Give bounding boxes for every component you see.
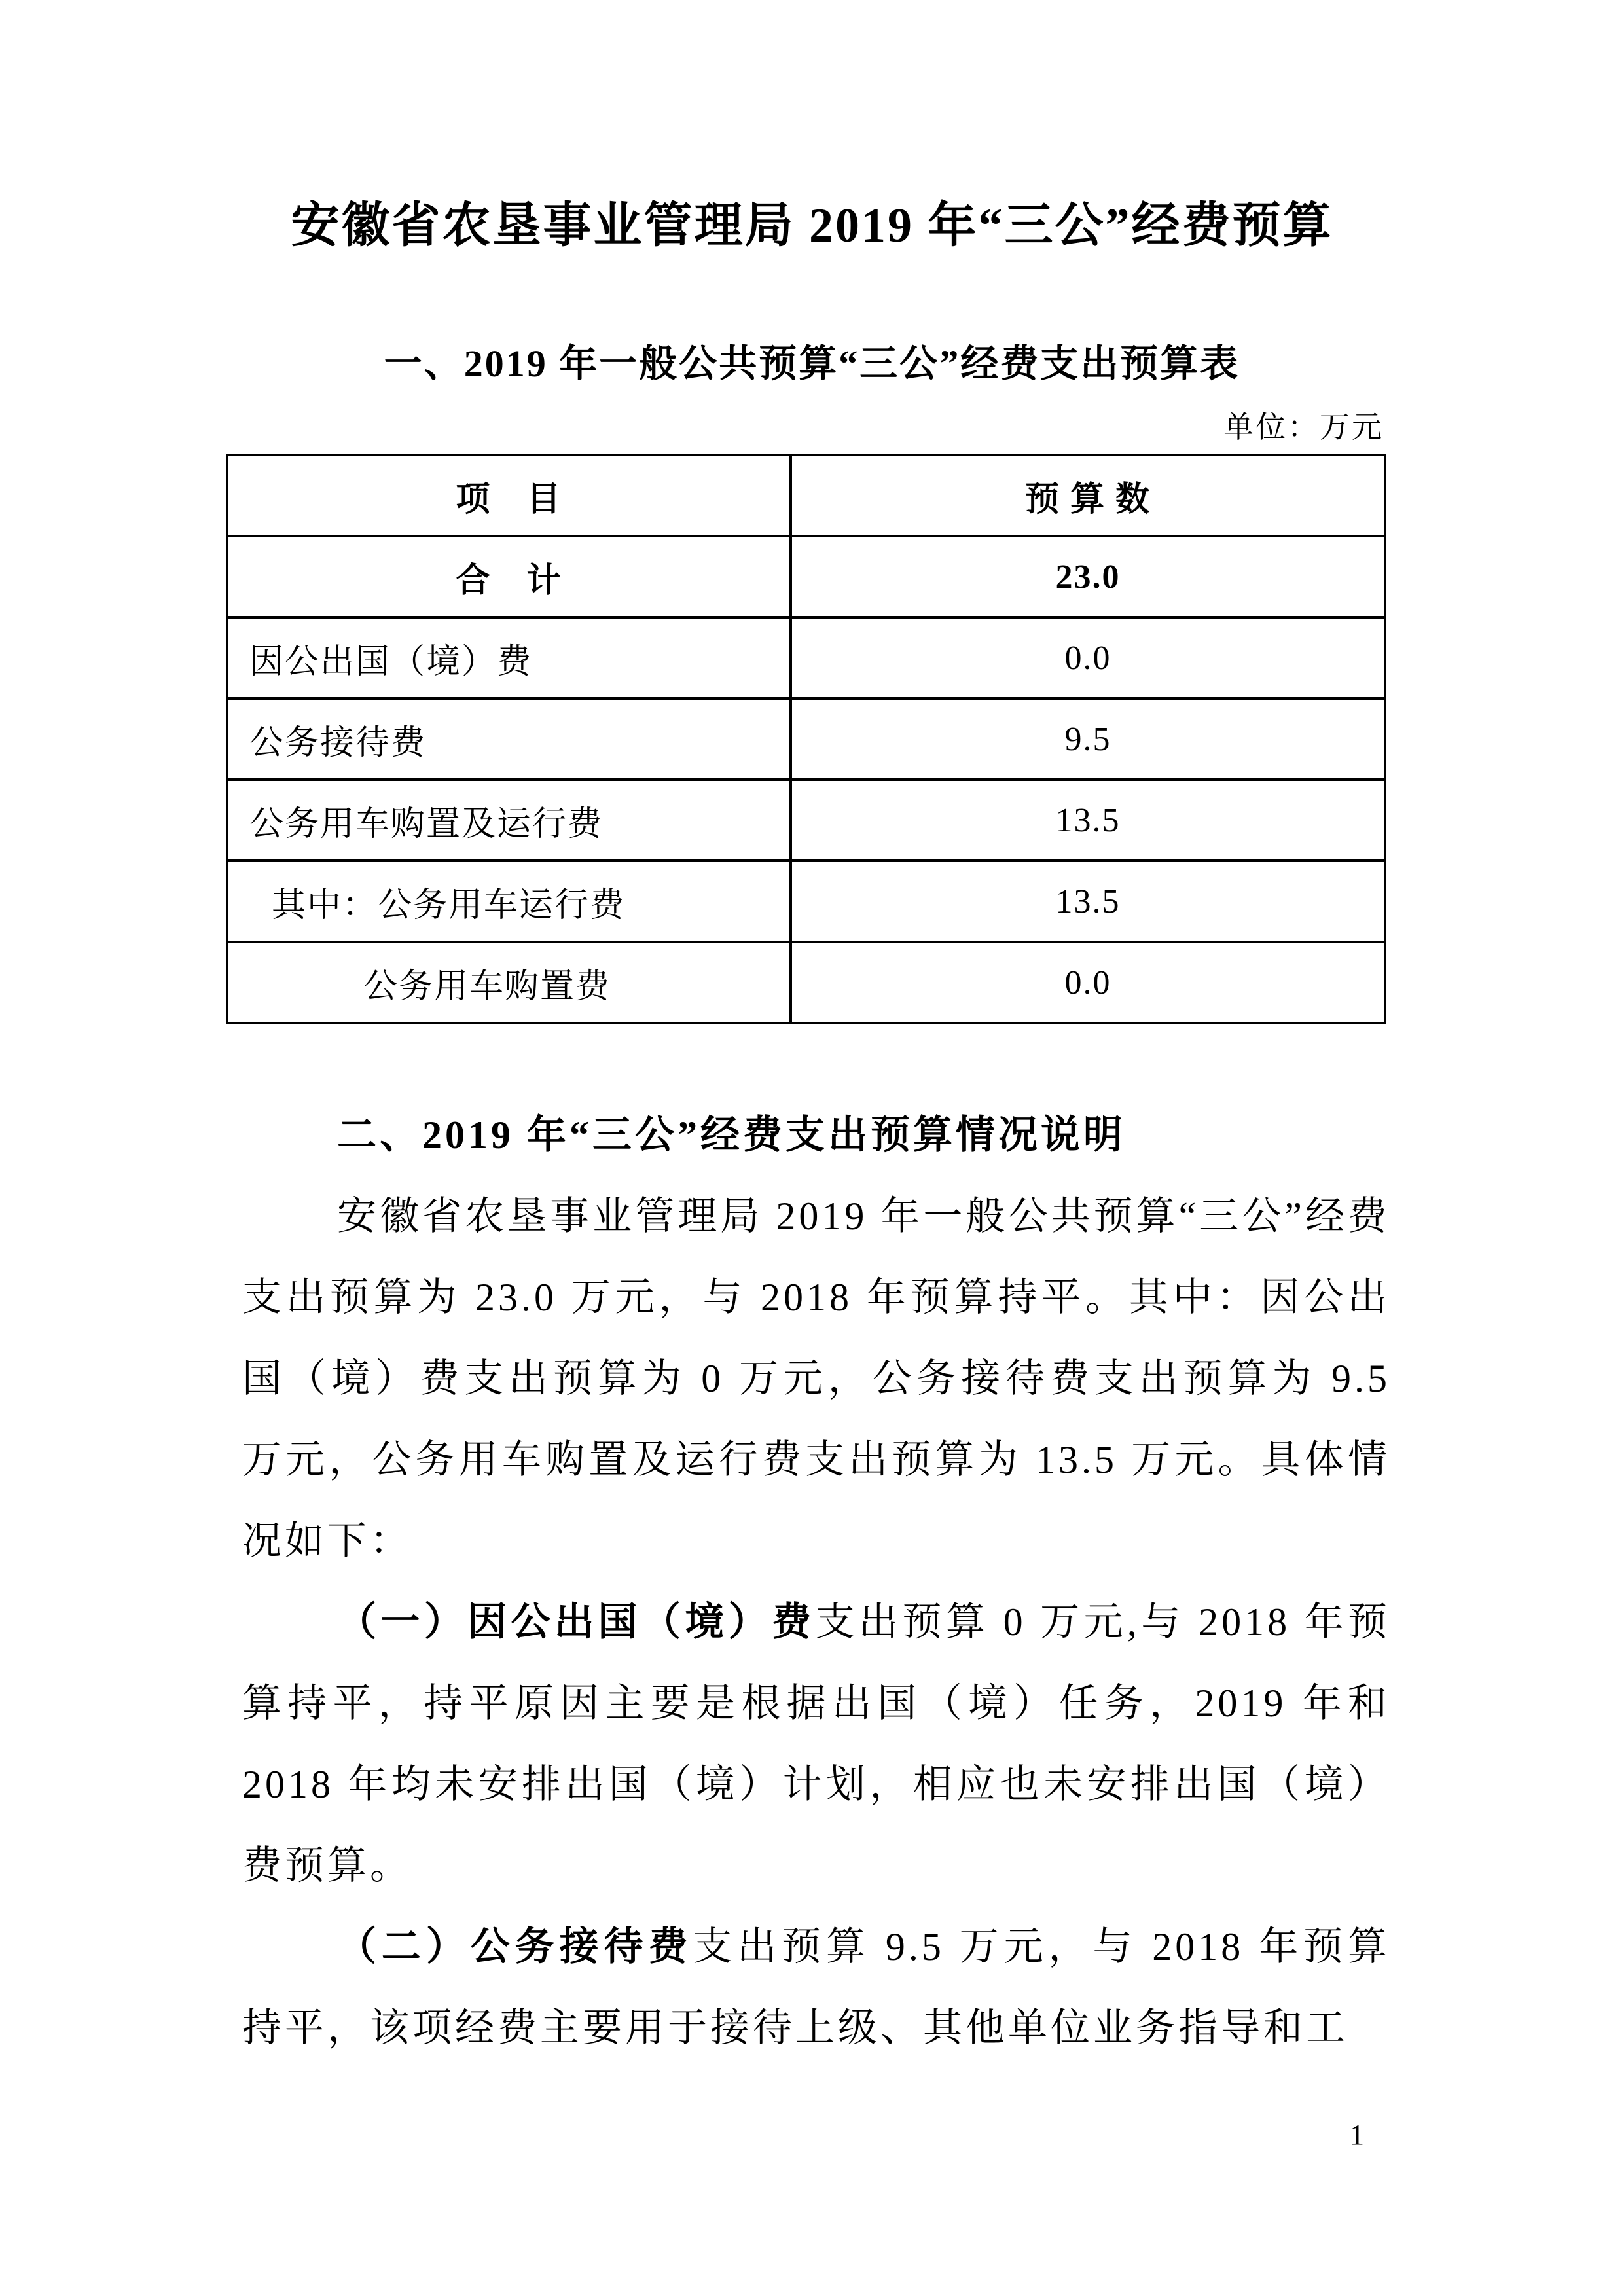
- notes-paragraph-reception: [242, 1906, 1390, 2069]
- row-vehicle-total-value: 13.5: [791, 780, 1385, 861]
- page-number: 1: [1350, 2119, 1364, 2151]
- section1-heading: 一、2019 年一般公共预算“三公”经费支出预算表: [384, 342, 1240, 385]
- notes-paragraph-intro: [242, 1176, 1390, 1581]
- row-total-value: 23.0: [791, 536, 1385, 617]
- document-title: 安徽省农垦事业管理局 2019 年“三公”经费预算: [291, 199, 1333, 253]
- table-row-vehicle-purchase: [227, 942, 1385, 1023]
- paragraph-reception-lead: （二）公务接待费: [337, 1925, 693, 1968]
- paragraph-intro-text: 安徽省农垦事业管理局 2019 年一般公共预算“三公”经费支出预算为 23.0 万元，与 2018 年预算持平。其中：因公出国（境）费支出预算为 0 万元，公务接待费支出预算为 9.5 万元，公务用车购置及运行费支出预算为 13.5 万元。具体情况如下：: [242, 1195, 1390, 1563]
- section2-heading: 二、2019 年“三公”经费支出预算情况说明: [337, 1113, 1126, 1157]
- budget-table: [226, 454, 1386, 1024]
- row-abroad-fee-label: 因公出国（境）费: [227, 617, 791, 698]
- table-row-reception-fee: [227, 698, 1385, 780]
- table-unit-note: 单位：万元: [1223, 410, 1384, 444]
- notes-paragraph-abroad: [242, 1581, 1390, 1906]
- table-row-vehicle-operation: [227, 861, 1385, 942]
- table-header-item: 项 目: [227, 455, 791, 536]
- row-abroad-fee-value: 0.0: [791, 617, 1385, 698]
- paragraph-abroad-text: 支出预算 0 万元,与 2018 年预算持平，持平原因主要是根据出国（境）任务，2019 年和 2018 年均未安排出国（境）计划，相应也未安排出国（境）费预算。: [242, 1600, 1391, 1887]
- row-reception-fee-label: 公务接待费: [227, 698, 791, 780]
- row-vehicle-purchase-value: 0.0: [791, 942, 1385, 1023]
- table-row-abroad-fee: [227, 617, 1385, 698]
- table-header-value: 预 算 数: [791, 455, 1385, 536]
- table-row-vehicle-total: [227, 780, 1385, 861]
- row-vehicle-purchase-label: 公务用车购置费: [227, 942, 791, 1023]
- notes-section: [242, 1094, 1390, 2069]
- row-total-label: 合 计: [227, 536, 791, 617]
- table-header-row: [227, 455, 1385, 536]
- row-vehicle-total-label: 公务用车购置及运行费: [227, 780, 791, 861]
- row-vehicle-operation-label: 其中：公务用车运行费: [227, 861, 791, 942]
- row-reception-fee-value: 9.5: [791, 698, 1385, 780]
- row-vehicle-operation-value: 13.5: [791, 861, 1385, 942]
- paragraph-abroad-lead: （一）因公出国（境）费: [337, 1600, 816, 1644]
- table-row-total: [227, 536, 1385, 617]
- paragraph-reception-text: 支出预算 9.5 万元，与 2018 年预算持平，该项经费主要用于接待上级、其他单位业务指导和工: [242, 1925, 1391, 2050]
